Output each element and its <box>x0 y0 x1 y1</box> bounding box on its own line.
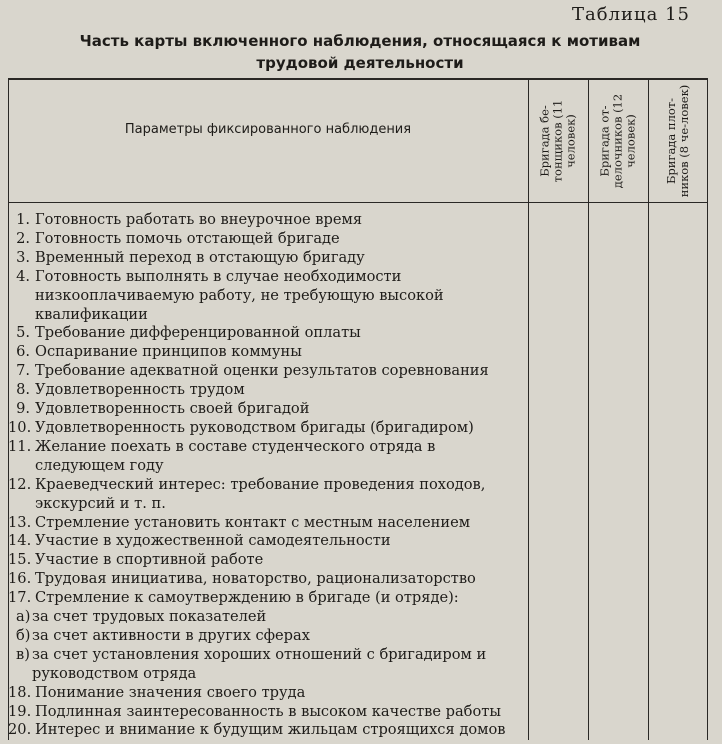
row-number: 14. <box>8 532 32 550</box>
parameter-row <box>8 438 528 476</box>
parameter-row <box>8 324 528 343</box>
row-text: за счет активности в других сферах <box>32 626 310 644</box>
parameter-row <box>8 721 528 740</box>
row-text: Удовлетворенность руководством бригады (бригадиром) <box>35 418 474 436</box>
row-text: за счет установления хороших отношений с бригадиром и руководством отряда <box>32 645 487 682</box>
parameter-row <box>8 268 528 325</box>
row-text: Подлинная заинтересованность в высоком качестве работы <box>35 702 501 720</box>
parameter-row <box>8 230 528 249</box>
parameter-row <box>8 381 528 400</box>
row-text: Интерес и внимание к будущим жильцам строящихся домов <box>35 721 506 739</box>
parameter-row <box>8 249 528 268</box>
row-text: Удовлетворенность своей бригадой <box>35 400 310 418</box>
row-text: Понимание значения своего труда <box>35 683 306 701</box>
row-number: 7. <box>16 362 30 380</box>
row-text: Оспаривание принципов коммуны <box>35 343 302 361</box>
row-text: Требование адекватной оценки результатов соревнования <box>35 362 489 380</box>
row-number: 13. <box>8 513 32 531</box>
row-text: Стремление установить контакт с местным населением <box>35 513 471 531</box>
column-divider-1 <box>528 80 529 740</box>
sub-parameter-row <box>8 646 528 684</box>
header-separator <box>8 202 708 203</box>
row-number: 4. <box>16 267 30 285</box>
row-number: 3. <box>16 248 30 266</box>
header-column-finishers: Бригада от-делочников (12 человек) <box>597 93 638 189</box>
table-caption <box>60 30 660 74</box>
header-column-concrete: Бригада бе-тонщиков (11 человек) <box>537 99 578 183</box>
row-number: 18. <box>8 683 32 701</box>
caption-line-1: Часть карты включенного наблюдения, относящаяся к мотивам <box>79 32 641 50</box>
parameter-row <box>8 211 528 230</box>
header-parameters: Параметры фиксированного наблюдения <box>124 122 412 137</box>
row-number: в) <box>16 645 30 663</box>
row-number: 1. <box>16 211 30 228</box>
column-divider-3 <box>648 80 649 740</box>
row-number: б) <box>16 626 31 644</box>
row-text: Готовность выполнять в случае необходимости низкооплачиваемую работу, не требующую высокой квалификации <box>35 267 444 323</box>
parameter-row <box>8 684 528 703</box>
parameter-row <box>8 419 528 438</box>
header-column-carpenters: Бригада плот-ников (8 че-ловек) <box>664 84 691 198</box>
parameter-row <box>8 476 528 514</box>
row-number: 8. <box>16 381 30 399</box>
row-number: 11. <box>8 437 32 455</box>
row-number: 15. <box>8 551 32 569</box>
column-divider-2 <box>588 80 589 740</box>
parameter-row <box>8 400 528 419</box>
row-text: Готовность помочь отстающей бригаде <box>35 229 340 247</box>
observation-table <box>8 78 708 740</box>
row-number: 2. <box>16 229 30 247</box>
row-text: Трудовая инициатива, новаторство, рационализаторство <box>35 570 476 588</box>
parameter-row <box>8 570 528 589</box>
parameter-row <box>8 551 528 570</box>
row-text: Участие в спортивной работе <box>35 551 264 569</box>
sub-parameter-row <box>8 627 528 646</box>
caption-line-2: трудовой деятельности <box>256 54 464 72</box>
parameter-row <box>8 703 528 722</box>
parameter-row <box>8 514 528 533</box>
table-number: Таблица 15 <box>572 4 690 25</box>
row-text: Временный переход в отстающую бригаду <box>35 248 365 266</box>
parameter-list <box>8 211 528 740</box>
parameter-row <box>8 362 528 381</box>
row-number: а) <box>16 608 31 626</box>
row-number: 17. <box>8 589 32 607</box>
row-text: Готовность работать во внеурочное время <box>35 211 363 228</box>
parameter-row <box>8 343 528 362</box>
row-number: 12. <box>8 475 32 493</box>
row-number: 19. <box>8 702 32 720</box>
row-text: Требование дифференцированной оплаты <box>35 324 361 342</box>
row-number: 20. <box>8 721 32 739</box>
row-text: Стремление к самоутверждению в бригаде (и отряде): <box>35 589 459 607</box>
sub-parameter-row <box>8 608 528 627</box>
row-number: 6. <box>16 343 30 361</box>
parameter-row <box>8 532 528 551</box>
row-text: Участие в художественной самодеятельности <box>35 532 391 550</box>
row-text: за счет трудовых показателей <box>32 608 267 626</box>
row-number: 10. <box>8 418 32 436</box>
row-text: Удовлетворенность трудом <box>35 381 245 399</box>
row-text: Желание поехать в составе студенческого отряда в следующем году <box>35 437 436 474</box>
parameter-row <box>8 589 528 608</box>
row-number: 16. <box>8 570 32 588</box>
table-border-right <box>707 80 708 740</box>
row-number: 5. <box>16 324 30 342</box>
row-number: 9. <box>16 400 30 418</box>
row-text: Краеведческий интерес: требование проведения походов, экскурсий и т. п. <box>35 475 486 512</box>
